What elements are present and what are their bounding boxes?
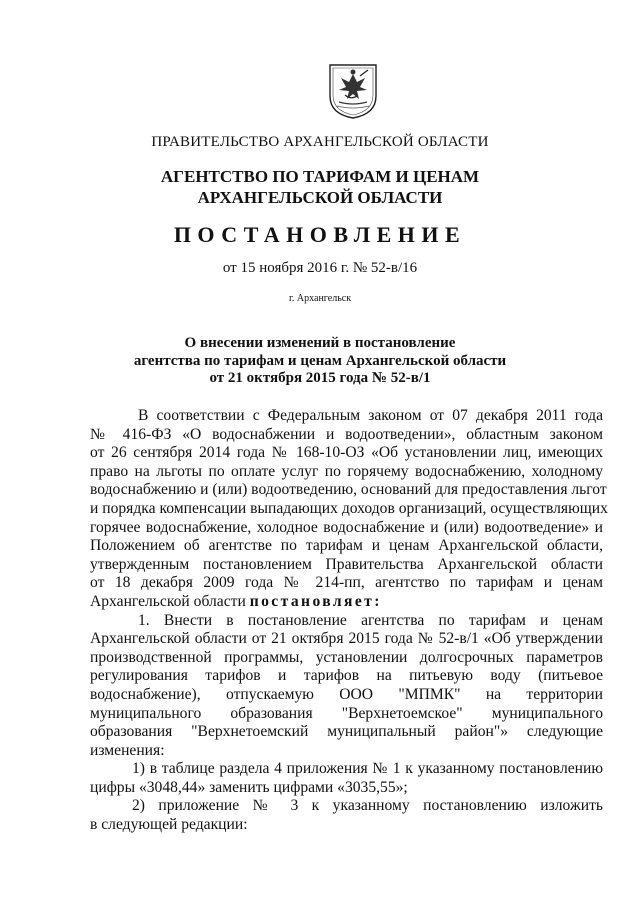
body-line: и порядка компенсации выпадающих доходов организаций, осуществляющих [90, 499, 608, 517]
body-line-prefix: Архангельской области [90, 592, 250, 610]
subject-line2: агентства по тарифам и ценам Архангельской области [133, 352, 507, 369]
body-line: № 416-ФЗ «О водоснабжении и водоотведении», областным законом [90, 425, 603, 443]
body-line: цифры «3048,44» заменить цифрами «3035,55»; [90, 778, 408, 796]
body-line: регулирования тарифов и тарифов на питьевую воду (питьевое [90, 667, 603, 685]
body-line: от 26 сентября 2014 года № 168-10-ОЗ «Об установлении лиц, имеющих [90, 444, 603, 462]
body-line: 1) в таблице раздела 4 приложения № 1 к указанному постановлению [132, 760, 603, 778]
body-line: изменения: [90, 741, 165, 759]
body-line: Положением об агентстве по тарифам и ценам Архангельской области, [90, 537, 603, 555]
body-line: в следующей редакции: [90, 816, 248, 834]
body-line: утвержденным постановлением Правительства Архангельской области [90, 555, 603, 573]
body-line: муниципального образования "Верхнетоемское" муниципального [90, 704, 603, 722]
city-name: г. Архангельск [288, 293, 352, 304]
body-line: производственной программы, установлении долгосрочных параметров [90, 648, 603, 666]
body-line: право на льготы по оплате услуг по горячему водоснабжению, холодному [90, 462, 603, 480]
body-line: горячее водоснабжение, холодное водоснабжение и (или) водоотведение» и [90, 518, 603, 536]
body-line: 1. Внести в постановление агентства по тарифам и ценам [138, 611, 603, 629]
subject-heading [0, 335, 640, 388]
body-line: от 18 декабря 2009 года № 214-пп, агентство по тарифам и ценам [90, 574, 603, 592]
resolves-keyword: постановляет: [249, 592, 382, 610]
body-line: В соответствии с Федеральным законом от 07 декабря 2011 года [138, 407, 603, 424]
body-line: образования "Верхнетоемский муниципальный район"» следующие [90, 723, 603, 741]
document-body [90, 407, 608, 835]
document-type-title: ПОСТАНОВЛЕНИЕ [173, 222, 467, 247]
agency-name-line1: АГЕНТСТВО ПО ТАРИФАМ И ЦЕНАМ [160, 167, 480, 186]
body-line: водоснабжение), отпускаемую ООО "МПМК" на территории [90, 685, 603, 703]
coat-of-arms-emblem [327, 62, 379, 120]
subject-line3: от 21 октября 2015 года № 52-в/1 [209, 370, 431, 386]
body-line-resolves [90, 593, 603, 612]
body-line: Архангельской области от 21 октября 2015 года № 52-в/1 «Об утверждении [90, 630, 603, 648]
body-line: 2) приложение № 3 к указанному постановлению изложить [132, 797, 603, 815]
date-number: от 15 ноября 2016 г. № 52-в/16 [222, 260, 418, 276]
agency-name-line2: АРХАНГЕЛЬСКОЙ ОБЛАСТИ [197, 188, 443, 207]
body-line: водоснабжению и (или) водоотведению, оснований для предоставления льгот [90, 481, 607, 499]
government-name: ПРАВИТЕЛЬСТВО АРХАНГЕЛЬСКОЙ ОБЛАСТИ [151, 134, 489, 150]
agency-name [0, 166, 640, 208]
subject-line1: О внесении изменений в постановление [184, 335, 456, 351]
